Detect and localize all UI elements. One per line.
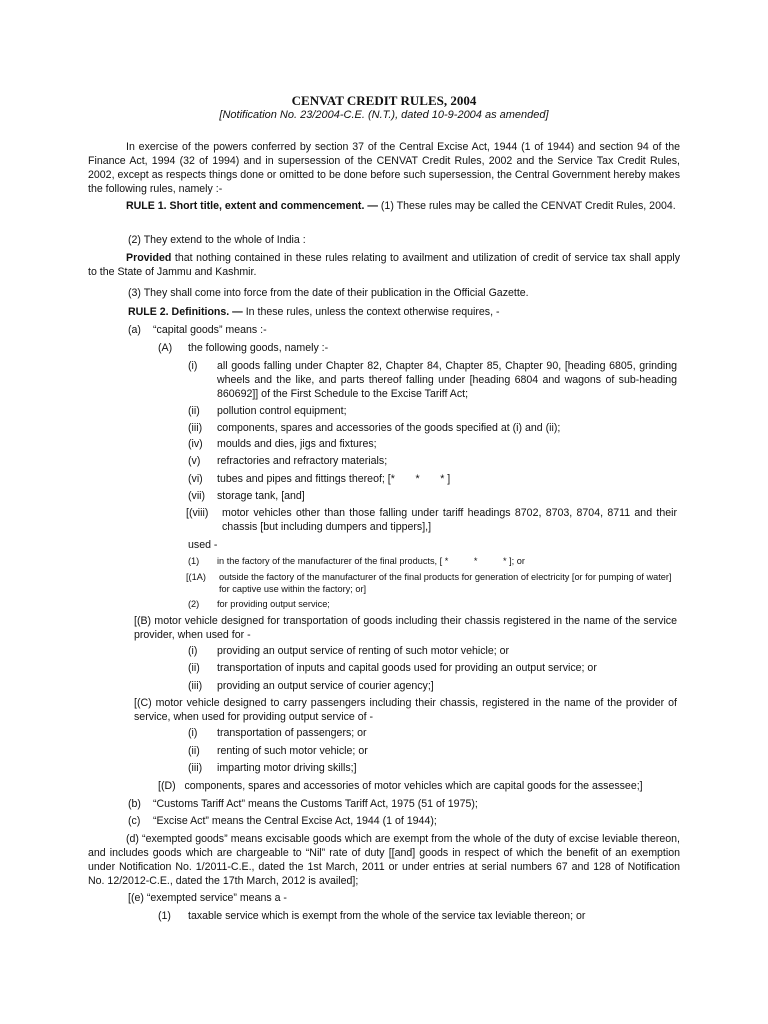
goods-item-label: (ii) [188,405,200,417]
used-item-label: (2) [188,599,200,609]
C-item-label: (i) [188,727,198,739]
goods-item-label: (i) [188,360,198,372]
goods-item-text: moulds and dies, jigs and fixtures; [217,438,377,450]
B-item-label: (iii) [188,680,203,692]
C-item-label: (ii) [188,745,200,757]
used-item-text: in the factory of the manufacturer of the final products, [ * * * ]; or [217,556,525,566]
document-title: CENVAT CREDIT RULES, 2004 [291,93,477,108]
rule-1-paragraph [88,199,680,213]
B-item-text: transportation of inputs and capital goods used for providing an output service; or [217,662,597,674]
C-item-text: renting of such motor vehicle; or [217,745,368,757]
B-item-label: (i) [188,645,198,657]
rule-2-heading: RULE 2. Definitions. — [128,306,243,318]
clause-c-label: (c) [128,815,141,827]
goods-item-label: (iv) [188,438,203,450]
goods-item-text: storage tank, [and] [217,490,305,502]
goods-item-text: pollution control equipment; [217,405,347,417]
notification-subtitle: [Notification No. 23/2004-C.E. (N.T.), dated 10-9-2004 as amended] [219,109,549,121]
goods-item-text: refractories and refractory materials; [217,455,388,467]
rule-2-paragraph [128,305,500,319]
used-item-label: (1) [188,556,200,566]
preamble-paragraph: In exercise of the powers conferred by section 37 of the Central Excise Act, 1944 (1 of 1944) and section 94 of the Finance Act, 1994 (32 of 1994) and in supersession of the CENVAT Credit Rules, 2002 and the Service Tax Credit Rules, 2002, except as respects things done or omitted to be done before such supersession, the Central Government hereby makes the following rules, namely :- [88,141,680,195]
C-item-text: imparting motor driving skills;] [217,762,357,774]
goods-item-text: all goods falling under Chapter 82, Chapter 84, Chapter 85, Chapter 90, [heading 6805, grinding wheels and the like, and parts thereof falling under [heading 6804 and wagons of sub-heading 860692]] of the First Schedule to the Excise Tariff Act; [217,360,677,400]
B-item-text: providing an output service of renting of such motor vehicle; or [217,645,510,657]
goods-item-text: motor vehicles other than those falling under tariff headings 8702, 8703, 8704, 8711 and their chassis [but including dumpers and tippers],] [222,507,677,533]
clause-d-paragraph: (d) “exempted goods” means excisable goods which are exempt from the whole of the duty of excise leviable thereon, and includes goods which are chargeable to “Nil” rate of duty [[and] goods in respect of which the benefit of an exemption under Notification No. 1/2011-C.E., dated the 1st March, 2011 or under entries at serial numbers 67 and 128 of Notification No. 12/2012-C.E., dated the 17th March, 2012 is availed]; [88,833,680,887]
goods-item-label: (vi) [188,473,203,485]
clause-A-label: (A) [158,342,173,354]
used-heading: used - [188,539,218,551]
proviso-paragraph [88,251,680,279]
goods-item-label: [(viii) [186,507,209,519]
proviso-lead: Provided [126,252,172,264]
proviso-text: that nothing contained in these rules relating to availment and utilization of credit of service tax shall apply to the State of Jammu and Kashmir. [88,252,680,278]
rule-1-sub-3: (3) They shall come into force from the date of their publication in the Official Gazette. [128,287,529,299]
B-item-text: providing an output service of courier agency;] [217,680,434,692]
clause-C-paragraph: [(C) motor vehicle designed to carry passengers including their chassis, registered in the name of the provider of service, when used for providing output service of - [134,697,677,723]
goods-item-label: (vii) [188,490,206,502]
rule-1-heading: RULE 1. Short title, extent and commencement. — [126,200,378,212]
goods-item-text: tubes and pipes and fittings thereof; [* * * ] [217,473,451,485]
clause-b-label: (b) [128,798,141,810]
clause-A-text: the following goods, namely :- [188,342,329,354]
rule-2-text: In these rules, unless the context otherwise requires, - [242,306,500,318]
used-item-text: for providing output service; [217,599,330,609]
clause-e-heading: [(e) “exempted service” means a - [128,892,287,904]
C-item-text: transportation of passengers; or [217,727,367,739]
clause-D-paragraph: [(D) components, spares and accessories of motor vehicles which are capital goods for the assessee;] [158,780,643,792]
rule-1-text: (1) These rules may be called the CENVAT Credit Rules, 2004. [377,200,676,212]
goods-item-label: (iii) [188,422,203,434]
B-item-label: (ii) [188,662,200,674]
clause-e1-text: taxable service which is exempt from the whole of the service tax leviable thereon; or [188,910,586,922]
used-item-text: outside the factory of the manufacturer of the final products for generation of electricity [or for pumping of water] for captive use within the factory; or] [219,572,672,594]
used-item-label: [(1A) [186,572,206,582]
rule-1-sub-2: (2) They extend to the whole of India : [128,234,306,246]
clause-a-label: (a) [128,324,141,336]
clause-B-paragraph: [(B) motor vehicle designed for transportation of goods including their chassis registered in the name of the service provider, when used for - [134,615,677,641]
clause-b-text: “Customs Tariff Act” means the Customs Tariff Act, 1975 (51 of 1975); [153,798,478,810]
goods-item-label: (v) [188,455,201,467]
clause-e1-label: (1) [158,910,171,922]
goods-item-text: components, spares and accessories of the goods specified at (i) and (ii); [217,422,561,434]
clause-c-text: “Excise Act” means the Central Excise Act, 1944 (1 of 1944); [153,815,437,827]
C-item-label: (iii) [188,762,203,774]
clause-a-text: “capital goods” means :- [153,324,267,336]
